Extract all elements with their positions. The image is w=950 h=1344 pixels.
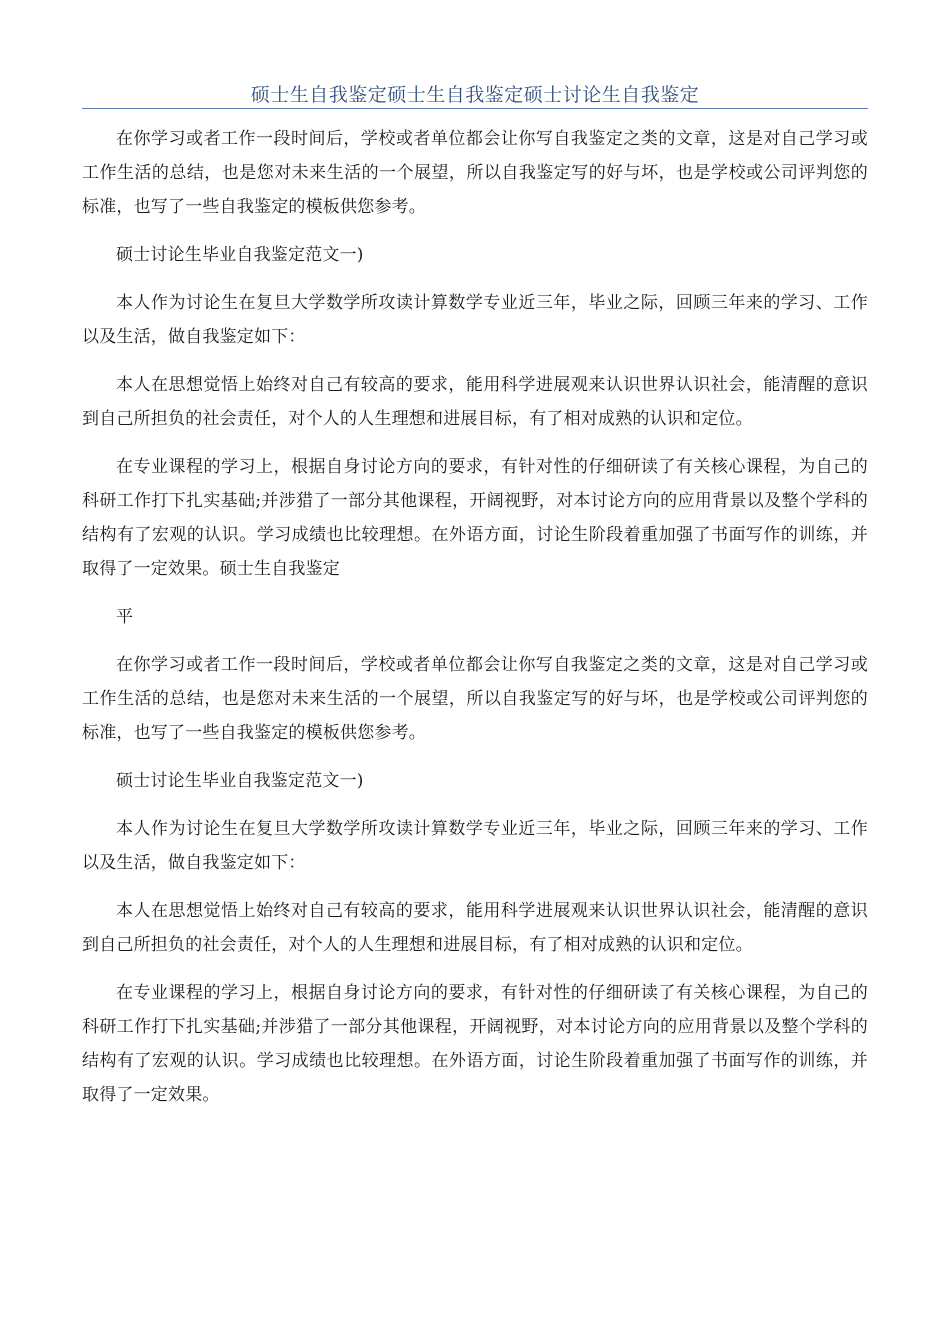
paragraph-ideology: 本人在思想觉悟上始终对自己有较高的要求，能用科学进展观来认识世界认识社会，能清醒的意识到自己所担负的社会责任，对个人的人生理想和进展目标，有了相对成熟的认识和定位。 (82, 375, 868, 429)
title-underline (82, 108, 868, 109)
paragraph-section-heading-repeat: 硕士讨论生毕业自我鉴定范文一) (116, 771, 364, 791)
paragraph-opening: 本人作为讨论生在复旦大学数学所攻读计算数学专业近三年，毕业之际，回顾三年来的学习、工作以及生活，做自我鉴定如下： (82, 293, 868, 347)
document-body (82, 122, 868, 1126)
paragraph-intro: 在你学习或者工作一段时间后，学校或者单位都会让你写自我鉴定之类的文章，这是对自己学习或工作生活的总结，也是您对未来生活的一个展望，所以自我鉴定写的好与坏，也是学校或公司评判您的标准，也写了一些自我鉴定的模板供您参考。 (82, 129, 868, 217)
paragraph-fragment: 平 (116, 607, 134, 627)
document-title: 硕士生自我鉴定硕士生自我鉴定硕士讨论生自我鉴定 (250, 84, 700, 106)
paragraph-coursework: 在专业课程的学习上，根据自身讨论方向的要求，有针对性的仔细研读了有关核心课程，为自己的科研工作打下扎实基础;并涉猎了一部分其他课程，开阔视野，对本讨论方向的应用背景以及整个学科的结构有了宏观的认识。学习成绩也比较理想。在外语方面，讨论生阶段着重加强了书面写作的训练，并取得了一定效果。硕士生自我鉴定 (82, 457, 868, 579)
paragraph-ideology-repeat: 本人在思想觉悟上始终对自己有较高的要求，能用科学进展观来认识世界认识社会，能清醒的意识到自己所担负的社会责任，对个人的人生理想和进展目标，有了相对成熟的认识和定位。 (82, 901, 868, 955)
paragraph-intro-repeat: 在你学习或者工作一段时间后，学校或者单位都会让你写自我鉴定之类的文章，这是对自己学习或工作生活的总结，也是您对未来生活的一个展望，所以自我鉴定写的好与坏，也是学校或公司评判您的标准，也写了一些自我鉴定的模板供您参考。 (82, 655, 868, 743)
paragraph-coursework-repeat: 在专业课程的学习上，根据自身讨论方向的要求，有针对性的仔细研读了有关核心课程，为自己的科研工作打下扎实基础;并涉猎了一部分其他课程，开阔视野，对本讨论方向的应用背景以及整个学科的结构有了宏观的认识。学习成绩也比较理想。在外语方面，讨论生阶段着重加强了书面写作的训练，并取得了一定效果。 (82, 983, 868, 1105)
paragraph-opening-repeat: 本人作为讨论生在复旦大学数学所攻读计算数学专业近三年，毕业之际，回顾三年来的学习、工作以及生活，做自我鉴定如下： (82, 819, 868, 873)
paragraph-section-heading: 硕士讨论生毕业自我鉴定范文一) (116, 245, 364, 265)
